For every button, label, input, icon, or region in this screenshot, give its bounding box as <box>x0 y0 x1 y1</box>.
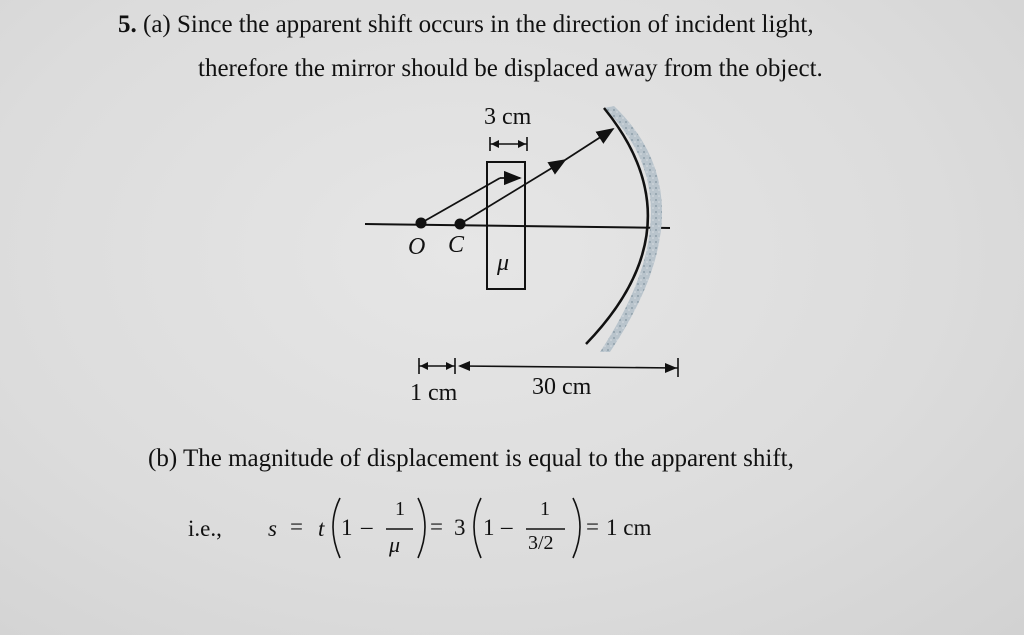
question-number: 5. <box>118 11 137 38</box>
part-a-text-1: (a) Since the apparent shift occurs in the direction of incident light, <box>143 11 814 38</box>
slab-medium-label: μ <box>497 250 510 276</box>
minus-sign-1: – <box>361 514 373 539</box>
fraction-1-denominator: μ <box>389 532 401 557</box>
right-paren-1 <box>418 498 425 558</box>
part-b-text: (b) The magnitude of displacement is equal to the apparent shift, <box>148 445 794 472</box>
right-paren-2 <box>573 498 580 558</box>
equals-sign-2: = <box>430 514 443 539</box>
shift-label: 1 cm <box>410 380 458 406</box>
distance-label: 30 cm <box>532 374 592 400</box>
minus-sign-2: – <box>501 514 513 539</box>
slab-width-label: 3 cm <box>484 104 532 130</box>
equation-lhs: s <box>268 516 277 541</box>
point-c-label: C <box>448 232 465 258</box>
equals-sign-3: = <box>586 514 599 539</box>
fraction-1-numerator: 1 <box>395 498 405 520</box>
equation-result: 1 cm <box>606 515 652 540</box>
fraction-2-denominator: 3/2 <box>528 532 554 554</box>
equation-thickness: t <box>318 516 325 541</box>
part-a-line-2: therefore the mirror should be displaced away from the object. <box>198 55 823 82</box>
point-o-label: O <box>408 234 426 260</box>
equation-one-1: 1 <box>341 515 353 540</box>
left-paren-2 <box>474 498 481 558</box>
equation-prefix: i.e., <box>188 516 222 541</box>
equals-sign-1: = <box>290 514 303 539</box>
left-paren-1 <box>333 498 340 558</box>
equation-one-2: 1 <box>483 515 495 540</box>
fraction-2-numerator: 1 <box>540 498 550 520</box>
equation-three: 3 <box>454 515 466 540</box>
